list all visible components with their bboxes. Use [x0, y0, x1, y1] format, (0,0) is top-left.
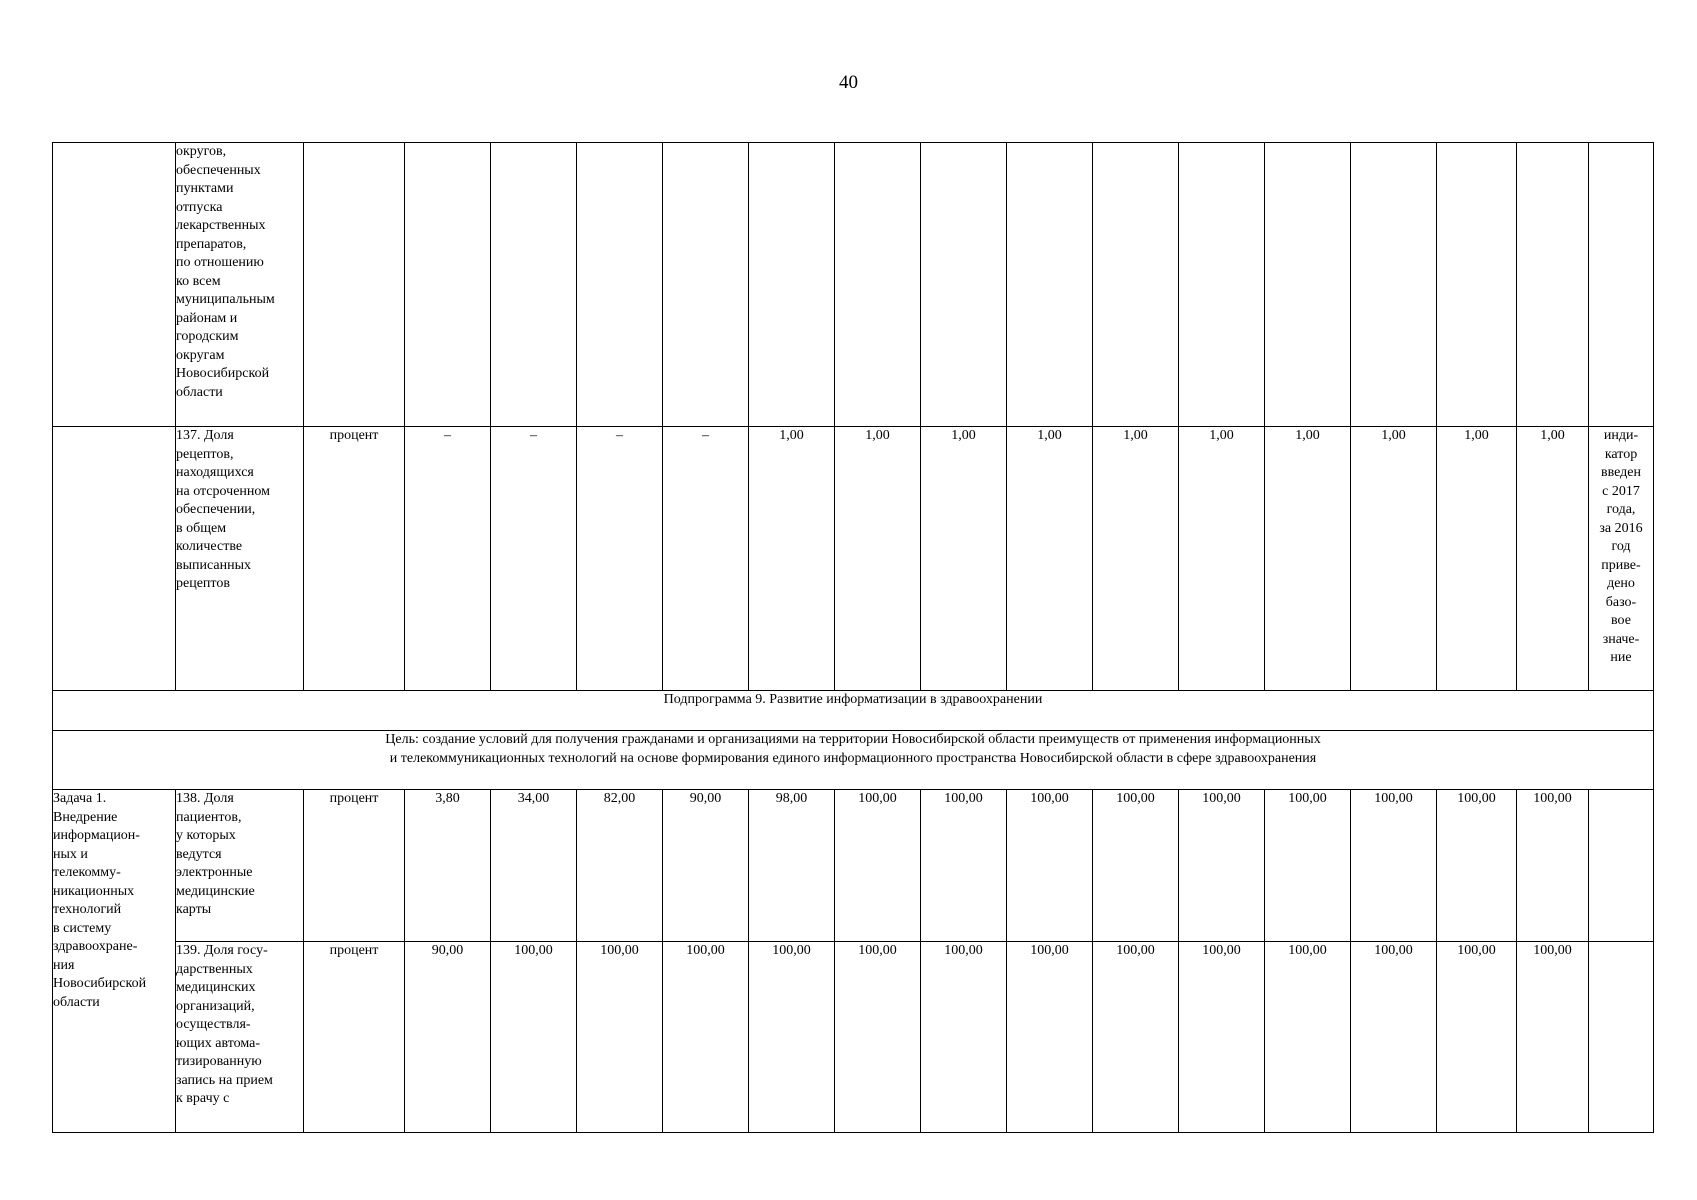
- value-cell: 100,00: [663, 942, 749, 1133]
- text-line: медицинских: [176, 980, 256, 995]
- value-cell: –: [405, 427, 491, 691]
- text-line: Новосибирской: [176, 366, 270, 381]
- value-cell: 100,00: [1437, 942, 1517, 1133]
- text-line: Новосибирской: [53, 976, 147, 991]
- text-line: телекомму-: [53, 865, 121, 880]
- value-cell: 1,00: [1265, 427, 1351, 691]
- text-line: на отсроченном: [176, 483, 270, 499]
- text-line: вое: [1611, 613, 1631, 628]
- value-cell: 100,00: [1517, 942, 1589, 1133]
- value-cell: 100,00: [1351, 790, 1437, 942]
- text-line: препаратов,: [176, 236, 247, 252]
- value-cell: 100,00: [1265, 942, 1351, 1133]
- table-row: [53, 691, 1654, 731]
- text-line: электронные: [176, 865, 253, 880]
- value-cell: 100,00: [1007, 942, 1093, 1133]
- value-cell: 1,00: [1517, 427, 1589, 691]
- text-line: 137. Доля: [176, 428, 234, 443]
- text-line: информацион-: [53, 828, 140, 843]
- text-line: количестве: [176, 539, 243, 554]
- text-line: Внедрение: [53, 809, 118, 825]
- value-cell: 3,80: [405, 790, 491, 942]
- value-cell: 90,00: [663, 790, 749, 942]
- text-line: дено: [1607, 576, 1635, 591]
- value-cell: –: [577, 427, 663, 691]
- text-line: муниципальным: [176, 292, 275, 307]
- text-line: области: [53, 994, 100, 1010]
- text-line: Цель: создание условий для получения гражданами и организациями на территории Новосибирской области преимуществ от применения информационных: [385, 732, 1321, 747]
- table-row: [53, 143, 1654, 427]
- text-line: инди-: [1603, 428, 1639, 443]
- indicator-name-cell: [176, 942, 304, 1133]
- text-line: у которых: [176, 828, 236, 843]
- value-cell: 34,00: [491, 790, 577, 942]
- text-line: городским: [176, 329, 239, 344]
- indicators-table: [52, 142, 1654, 1133]
- text-line: карты: [176, 902, 212, 917]
- text-line: 138. Доля: [176, 791, 234, 806]
- value-cell: 1,00: [1179, 427, 1265, 691]
- text-line: области: [176, 384, 223, 400]
- note-cell: [1589, 427, 1654, 691]
- text-line: года,: [1606, 502, 1636, 517]
- text-line: ющих автома-: [176, 1035, 261, 1051]
- value-cell: 98,00: [749, 790, 835, 942]
- text-line: приве-: [1601, 557, 1641, 573]
- text-line: с 2017: [1602, 483, 1640, 499]
- text-line: округам: [176, 347, 225, 363]
- value-cell: 1,00: [1437, 427, 1517, 691]
- value-cell: 100,00: [577, 942, 663, 1133]
- value-cell: 100,00: [921, 942, 1007, 1133]
- subprogram-title: Подпрограмма 9. Развитие информатизации в здравоохранении: [53, 691, 1654, 731]
- value-cell: 82,00: [577, 790, 663, 942]
- value-cell: 100,00: [1179, 790, 1265, 942]
- text-line: Задача 1.: [53, 791, 107, 806]
- text-line: здравоохране-: [53, 939, 138, 954]
- text-line: год: [1611, 539, 1631, 554]
- value-cell: 1,00: [835, 427, 921, 691]
- unit-cell: процент: [304, 427, 405, 691]
- value-cell: 100,00: [1007, 790, 1093, 942]
- text-line: дарственных: [176, 961, 253, 977]
- text-line: в общем: [176, 520, 227, 536]
- text-line: ко всем: [176, 273, 221, 289]
- text-line: технологий: [53, 902, 122, 917]
- text-line: ния: [53, 957, 75, 973]
- value-cell: 100,00: [1093, 790, 1179, 942]
- value-cell: 100,00: [1265, 790, 1351, 942]
- text-line: в систему: [53, 920, 112, 936]
- table-row: [53, 790, 1654, 942]
- value-cell: 100,00: [921, 790, 1007, 942]
- text-line: рецептов,: [176, 446, 234, 462]
- text-line: по отношению: [176, 255, 264, 270]
- text-line: пунктами: [176, 181, 234, 196]
- value-cell: 100,00: [749, 942, 835, 1133]
- text-line: 139. Доля госу-: [176, 943, 268, 958]
- value-cell: 100,00: [835, 790, 921, 942]
- text-line: базо-: [1605, 594, 1637, 610]
- text-line: катор: [1604, 446, 1638, 462]
- text-line: лекарственных: [176, 218, 266, 233]
- task-cell: [53, 790, 176, 1133]
- text-line: медицинские: [176, 883, 255, 899]
- unit-cell: процент: [304, 790, 405, 942]
- text-line: к врачу с: [176, 1091, 230, 1106]
- text-line: и телекоммуникационных технологий на основе формирования единого информационного пространства Новосибирской области в сфере здравоохранения: [389, 750, 1317, 766]
- text-line: ведутся: [176, 846, 222, 862]
- text-line: значе-: [1602, 631, 1640, 647]
- value-cell: 100,00: [1093, 942, 1179, 1133]
- value-cell: 1,00: [1351, 427, 1437, 691]
- text-line: районам и: [176, 310, 238, 326]
- text-line: обеспеченных: [176, 162, 261, 178]
- table-row: [53, 942, 1654, 1133]
- text-line: введен: [1601, 465, 1641, 480]
- value-cell: 1,00: [749, 427, 835, 691]
- indicator-name-cell: [176, 427, 304, 691]
- value-cell: 1,00: [1007, 427, 1093, 691]
- text-line: выписанных: [176, 557, 251, 573]
- task-cell-empty: [53, 143, 176, 427]
- text-line: ных и: [53, 846, 88, 862]
- goal-text: [53, 731, 1654, 790]
- text-line: находящихся: [176, 465, 254, 480]
- text-line: тизированную: [176, 1054, 262, 1069]
- value-cell: 100,00: [491, 942, 577, 1133]
- value-cell: 100,00: [835, 942, 921, 1133]
- text-line: ние: [1610, 650, 1632, 665]
- indicator-name-cell: [176, 790, 304, 942]
- value-cell: 100,00: [1517, 790, 1589, 942]
- value-cell: 100,00: [1351, 942, 1437, 1133]
- text-line: за 2016: [1599, 520, 1643, 536]
- text-line: запись на прием: [176, 1072, 273, 1088]
- value-cell: 100,00: [1179, 942, 1265, 1133]
- indicator-name-cell: [176, 143, 304, 427]
- table-row: [53, 731, 1654, 790]
- text-line: осуществля-: [176, 1017, 251, 1032]
- text-line: пациентов,: [176, 809, 242, 825]
- value-cell: –: [491, 427, 577, 691]
- text-line: округов,: [176, 144, 227, 159]
- text-line: обеспечении,: [176, 502, 256, 517]
- page-number: 40: [839, 72, 858, 93]
- value-cell: 100,00: [1437, 790, 1517, 942]
- value-cell: 1,00: [921, 427, 1007, 691]
- table-row: [53, 427, 1654, 691]
- value-cell: –: [663, 427, 749, 691]
- unit-cell: процент: [304, 942, 405, 1133]
- text-line: отпуска: [176, 199, 223, 215]
- text-line: никационных: [53, 883, 135, 899]
- value-cell: 90,00: [405, 942, 491, 1133]
- value-cell: 1,00: [1093, 427, 1179, 691]
- text-line: рецептов: [176, 576, 230, 591]
- text-line: организаций,: [176, 998, 255, 1014]
